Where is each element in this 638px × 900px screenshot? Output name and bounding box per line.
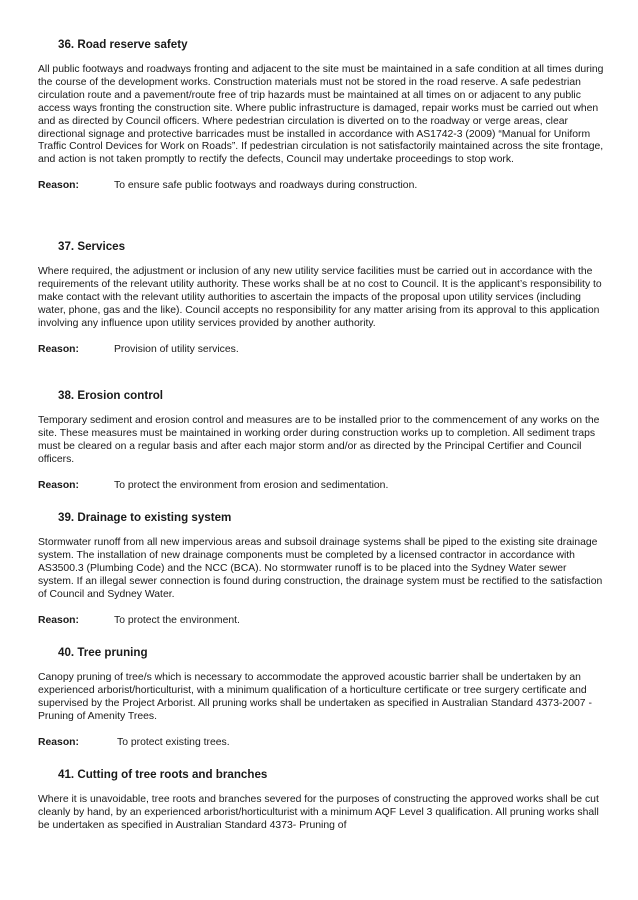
condition-body: Where required, the adjustment or inclusion of any new utility service facilities must be carried out in accordance with the requirements of the relevant utility authority. These works shall be at no cost to Council. It is the applicant’s responsibility to make contact with the relevant utility authorities to ascertain the impacts of the proposal upon utility services (including water, phone, gas and the like). Council accepts no responsibility for any matter arising from its approval to this application involving any influence upon utility services provided by another authority. — [38, 266, 602, 329]
condition-heading: 41. Cutting of tree roots and branches — [58, 768, 268, 781]
reason-text: To protect the environment from erosion and sedimentation. — [114, 479, 389, 491]
condition-body: Canopy pruning of tree/s which is necessary to accommodate the approved acoustic barrier shall be undertaken by an experienced arborist/horticulturist, with a minimum qualification of a horticulture certificate or tree surgery certificate and supervised by the Project Arborist. All pruning works shall be undertaken as specified in Australian Standard 4373-2007 - Pruning of Amenity Trees. — [38, 672, 592, 722]
reason-text: To protect existing trees. — [117, 736, 230, 748]
reason-label: Reason: — [38, 614, 79, 626]
reason-row — [38, 343, 604, 356]
reason-text: Provision of utility services. — [114, 343, 239, 355]
reason-label: Reason: — [38, 180, 79, 192]
reason-text: To ensure safe public footways and roadways during construction. — [114, 180, 418, 192]
reason-text: To protect the environment. — [114, 614, 240, 626]
condition-37 — [38, 240, 604, 356]
condition-heading: 36. Road reserve safety — [58, 38, 188, 51]
reason-row — [38, 179, 604, 192]
reason-label: Reason: — [38, 479, 79, 491]
condition-38 — [38, 389, 604, 492]
condition-body: All public footways and roadways fronting and adjacent to the site must be maintained in a safe condition at all times during the course of the development works. Construction materials must not be stored in the road reserve. A safe pedestrian circulation route and a pavement/route free of trip hazards must be maintained at all times on or adjacent to any public access ways fronting the construction site. Where public infrastructure is damaged, repair works must be carried out when and as directed by Council officers. Where pedestrian circulation is diverted on to the roadway or verge areas, clear directional signage and protective barricades must be installed in accordance with AS1742-3 (2009) “Manual for Uniform Traffic Control Devices for Work on Roads”. If pedestrian circulation is not satisfactorily maintained across the site frontage, and action is not taken promptly to rectify the defects, Council may undertake proceedings to stop work. — [38, 64, 604, 166]
condition-40 — [38, 646, 604, 749]
condition-39 — [38, 511, 604, 627]
reason-row — [38, 614, 604, 627]
condition-body: Temporary sediment and erosion control and measures are to be installed prior to the commencement of any works on the site. These measures must be maintained in working order during construction works up to completion. All sediment traps must be cleared on a regular basis and after each major storm and/or as directed by the Principal Certifier and Council officers. — [38, 415, 600, 465]
condition-36 — [38, 38, 604, 192]
condition-heading: 39. Drainage to existing system — [58, 511, 232, 524]
reason-row — [38, 736, 604, 749]
condition-body: Stormwater runoff from all new impervious areas and subsoil drainage systems shall be piped to the existing site drainage system. The installation of new drainage components must be completed by a licensed contractor in accordance with AS3500.3 (Plumbing Code) and the NCC (BCA). No stormwater runoff is to be placed into the Sydney Water sewer system. If an illegal sewer connection is found during construction, the drainage system must be rectified to the satisfaction of Council and Sydney Water. — [38, 537, 603, 600]
condition-41 — [38, 768, 604, 833]
reason-row — [38, 479, 604, 492]
reason-label: Reason: — [38, 343, 79, 355]
condition-heading: 38. Erosion control — [58, 389, 164, 402]
reason-label: Reason: — [38, 736, 79, 748]
condition-heading: 37. Services — [58, 240, 126, 253]
condition-body: Where it is unavoidable, tree roots and branches severed for the purposes of constructing the approved works shall be cut cleanly by hand, by an experienced arborist/horticulturist with a minimum AQF Level 3 qualification. All pruning works shall be undertaken as specified in Australian Standard 4373- Pruning of — [38, 794, 599, 831]
condition-heading: 40. Tree pruning — [58, 646, 148, 659]
